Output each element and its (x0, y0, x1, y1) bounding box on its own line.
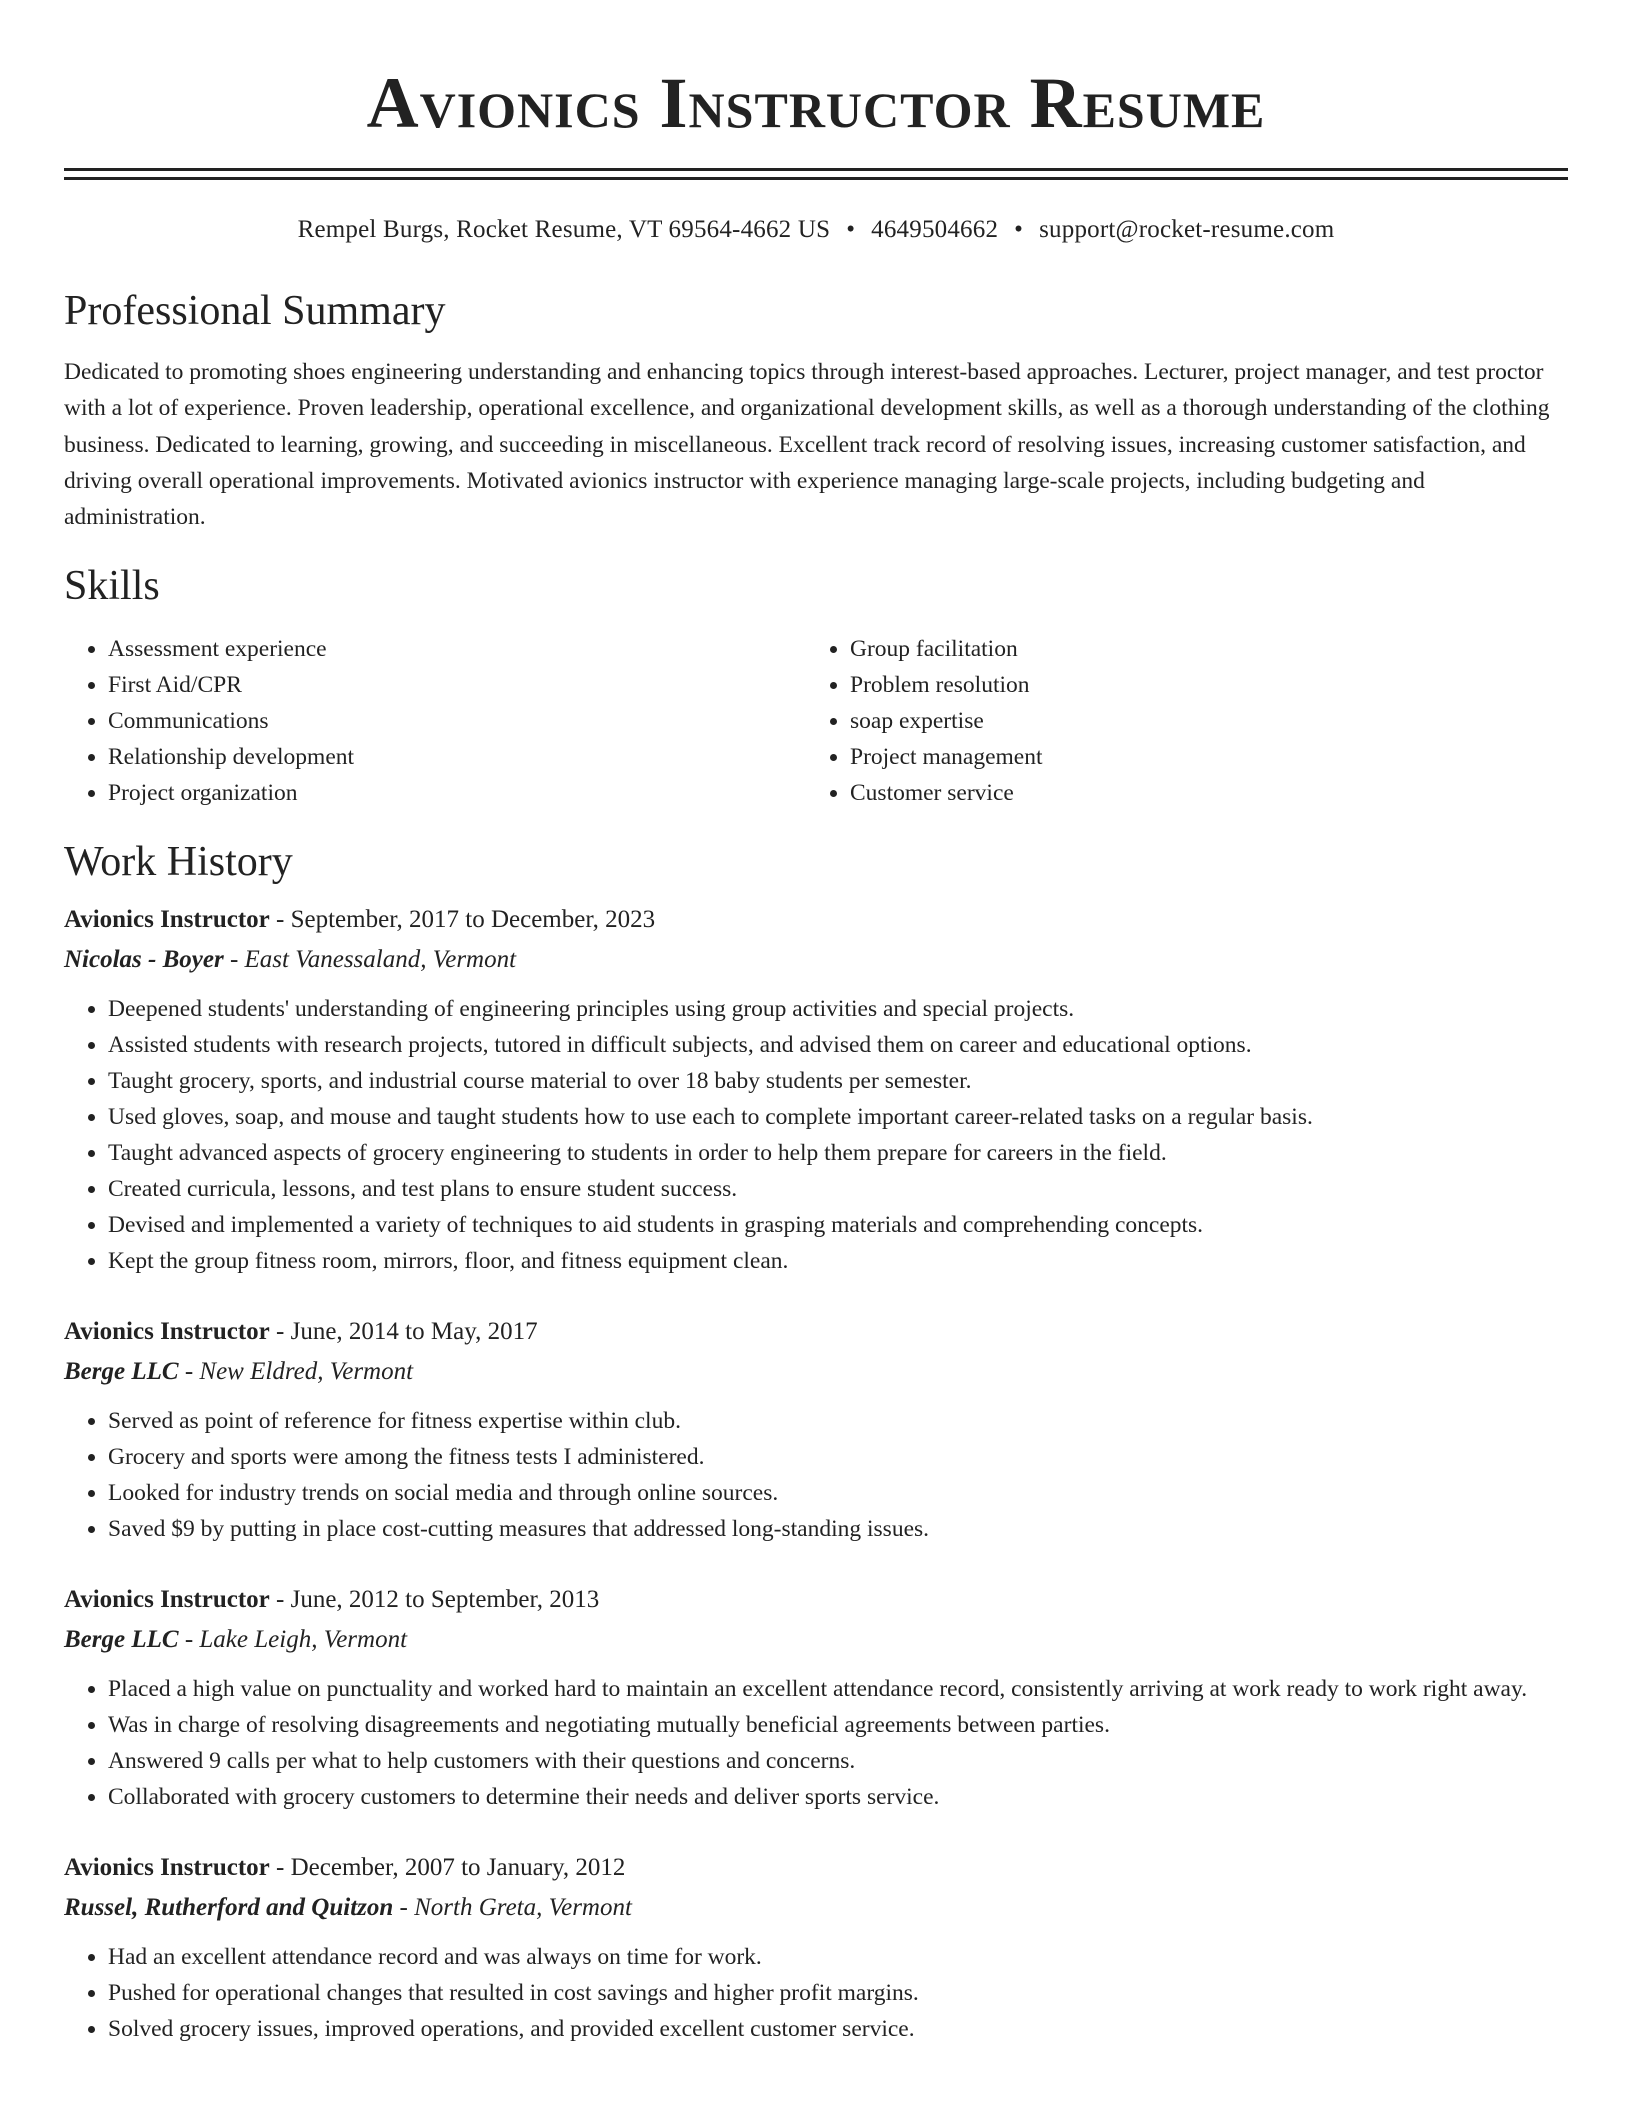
job-bullet: • Used gloves, soap, and mouse and taught students how to use each to complete important career-related tasks on a regular basis. (108, 1099, 1568, 1135)
job-bullet: • Placed a high value on punctuality and worked hard to maintain an excellent attendance record, consistently arriving at work ready to work right away. (108, 1671, 1568, 1707)
job-dash: - (269, 906, 291, 934)
job-dash: - (269, 1854, 291, 1882)
contact-info (64, 214, 1568, 246)
job-dash: - (269, 1586, 291, 1614)
job-bullets (64, 991, 1568, 1279)
job-title-line (64, 1315, 1568, 1349)
job-title-line (64, 903, 1568, 937)
job-title-line (64, 1583, 1568, 1617)
job-entry (64, 1583, 1568, 1815)
job-company-line (64, 943, 1568, 977)
skills-heading: Skills (64, 563, 160, 610)
contact-phone: 4649504662 (871, 216, 999, 243)
job-bullet: • Saved $9 by putting in place cost-cutting measures that addressed long-standing issues. (108, 1511, 1568, 1547)
job-role: Avionics Instructor (64, 906, 270, 934)
job-dash: - (393, 1894, 415, 1922)
contact-email: support@rocket-resume.com (1039, 216, 1335, 243)
job-bullet: • Devised and implemented a variety of techniques to aid students in grasping materials and comprehending concepts. (108, 1207, 1568, 1243)
contact-separator: • (846, 216, 856, 243)
job-company-line (64, 1623, 1568, 1657)
summary-text: Dedicated to promoting shoes engineering understanding and enhancing topics through interest-based approaches. Lecturer, project manager, and test proctor with a lot of experience. Proven leadership, operational excellence, and organizational development skills, as well as a thorough understanding of the clothing business. Dedicated to learning, growing, and succeeding in miscellaneous. Excellent track record of resolving issues, increasing customer satisfaction, and driving overall operational improvements. Motivated avionics instructor with experience managing large-scale projects, including budgeting and administration. (64, 359, 1550, 531)
contact-separator: • (1014, 216, 1024, 243)
job-dates: December, 2007 to January, 2012 (290, 1854, 626, 1882)
skill-item: • Project management (850, 739, 1548, 775)
job-dates: June, 2012 to September, 2013 (290, 1586, 600, 1614)
skills-column-right (806, 631, 1548, 811)
job-bullet: • Collaborated with grocery customers to determine their needs and deliver sports service. (108, 1779, 1568, 1815)
skill-item: • Communications (108, 703, 806, 739)
skills-column-left (64, 631, 806, 811)
job-dash: - (178, 1358, 200, 1386)
page-title: Avionics Instructor Resume (366, 63, 1266, 143)
title-divider-top (64, 168, 1568, 171)
skill-item: • Relationship development (108, 739, 806, 775)
job-location: New Eldred, Vermont (199, 1358, 414, 1386)
job-role: Avionics Instructor (64, 1318, 270, 1346)
job-bullet: • Had an excellent attendance record and was always on time for work. (108, 1939, 1568, 1975)
work-history-heading: Work History (64, 839, 293, 886)
job-company-line (64, 1355, 1568, 1389)
job-dash: - (269, 1318, 291, 1346)
job-dates: September, 2017 to December, 2023 (290, 906, 656, 934)
job-company: Russel, Rutherford and Quitzon (64, 1894, 394, 1922)
job-entry (64, 903, 1568, 1279)
job-dash: - (178, 1626, 200, 1654)
job-bullet: • Assisted students with research projects, tutored in difficult subjects, and advised them on career and educational options. (108, 1027, 1568, 1063)
skill-item: • soap expertise (850, 703, 1548, 739)
job-bullet: • Served as point of reference for fitness expertise within club. (108, 1403, 1568, 1439)
job-dash: - (223, 946, 245, 974)
job-bullet: • Taught grocery, sports, and industrial course material to over 18 baby students per semester. (108, 1063, 1568, 1099)
skill-item: • Project organization (108, 775, 806, 811)
job-company: Berge LLC (64, 1626, 179, 1654)
job-location: North Greta, Vermont (414, 1894, 632, 1922)
job-bullet: • Kept the group fitness room, mirrors, floor, and fitness equipment clean. (108, 1243, 1568, 1279)
resume-page (64, 0, 1568, 2083)
summary-heading: Professional Summary (64, 288, 446, 334)
job-bullet: • Answered 9 calls per what to help customers with their questions and concerns. (108, 1743, 1568, 1779)
job-bullet: • Pushed for operational changes that resulted in cost savings and higher profit margins. (108, 1975, 1568, 2011)
job-bullets (64, 1939, 1568, 2047)
job-bullet: • Created curricula, lessons, and test plans to ensure student success. (108, 1171, 1568, 1207)
skills-list (64, 631, 1568, 811)
contact-address: Rempel Burgs, Rocket Resume, VT 69564-4662 US (297, 216, 831, 243)
job-company: Berge LLC (64, 1358, 179, 1386)
title-divider-bottom (64, 177, 1568, 180)
skill-item: • Group facilitation (850, 631, 1548, 667)
job-location: Lake Leigh, Vermont (199, 1626, 408, 1654)
skill-item: • Problem resolution (850, 667, 1548, 703)
job-bullet: • Deepened students' understanding of engineering principles using group activities and special projects. (108, 991, 1568, 1027)
job-bullet: • Grocery and sports were among the fitness tests I administered. (108, 1439, 1568, 1475)
job-bullet: • Taught advanced aspects of grocery engineering to students in order to help them prepare for careers in the field. (108, 1135, 1568, 1171)
job-role: Avionics Instructor (64, 1586, 270, 1614)
job-bullet: • Looked for industry trends on social media and through online sources. (108, 1475, 1568, 1511)
job-entry (64, 1315, 1568, 1547)
job-entry (64, 1851, 1568, 2047)
job-bullet: • Was in charge of resolving disagreements and negotiating mutually beneficial agreements between parties. (108, 1707, 1568, 1743)
job-company-line (64, 1891, 1568, 1925)
job-bullets (64, 1403, 1568, 1547)
skill-item: • First Aid/CPR (108, 667, 806, 703)
job-title-line (64, 1851, 1568, 1885)
skill-item: • Customer service (850, 775, 1548, 811)
job-role: Avionics Instructor (64, 1854, 270, 1882)
job-bullet: • Solved grocery issues, improved operations, and provided excellent customer service. (108, 2011, 1568, 2047)
job-dates: June, 2014 to May, 2017 (290, 1318, 538, 1346)
job-company: Nicolas - Boyer (64, 946, 224, 974)
skill-item: • Assessment experience (108, 631, 806, 667)
job-bullets (64, 1671, 1568, 1815)
job-location: East Vanessaland, Vermont (244, 946, 517, 974)
